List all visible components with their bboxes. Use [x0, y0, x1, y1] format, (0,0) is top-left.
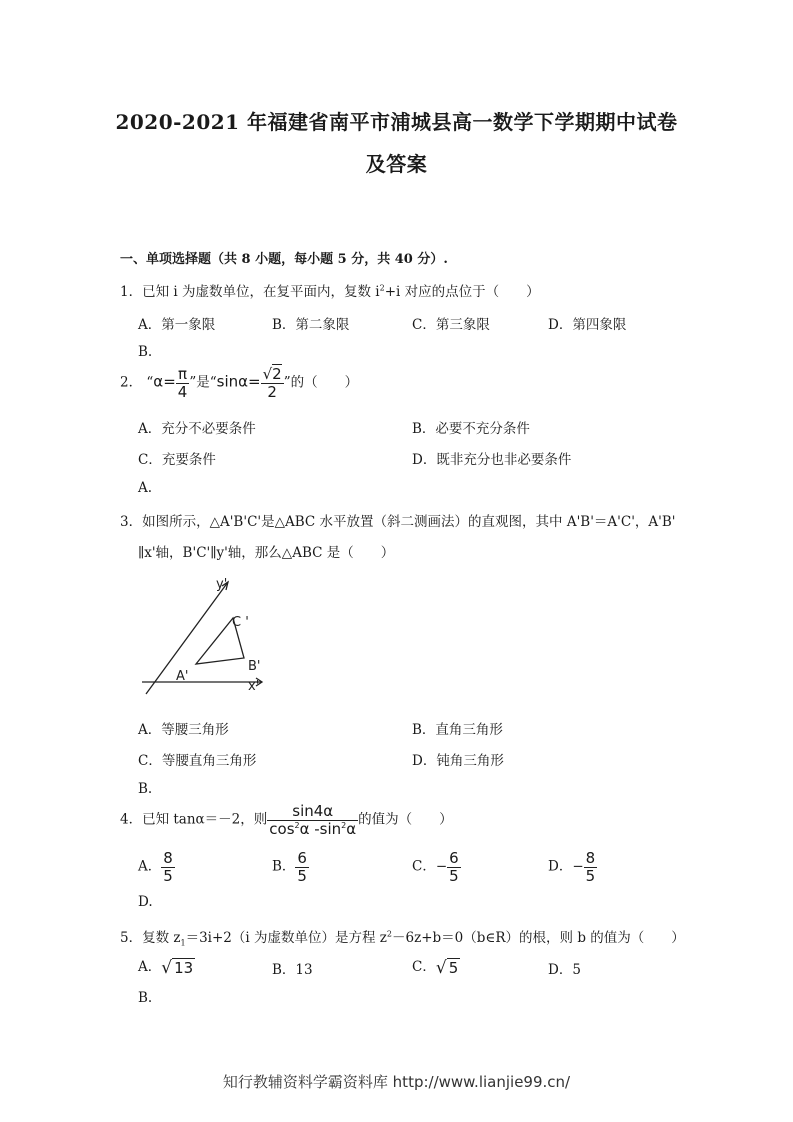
cos-term: cos: [269, 819, 295, 838]
option-label: B．: [272, 858, 296, 875]
fraction-numerator: 6: [297, 849, 307, 867]
vertex-b-label: B': [248, 659, 261, 674]
radicand: 2: [272, 365, 282, 383]
q4-option-b[interactable]: [272, 850, 309, 884]
question-5-text-c: －6z+b＝0（b∈R）的根，则 b 的值为（ ）: [392, 930, 685, 946]
footer-watermark: 知行教辅资料学霸资料库 http://www.lianjie99.cn/: [222, 1073, 571, 1091]
question-1-suffix: +i 对应的点位于（ ）: [384, 284, 540, 300]
sqrt-expression: [161, 958, 195, 978]
q4-option-c[interactable]: [412, 850, 461, 884]
q4-option-d[interactable]: [548, 850, 597, 884]
fraction-denominator: [267, 821, 358, 838]
sin-function: sin: [216, 372, 239, 391]
option-sign: −: [435, 858, 448, 875]
q3-option-c[interactable]: C．等腰直角三角形: [138, 753, 257, 769]
q5-option-a[interactable]: [138, 955, 195, 978]
q1-option-d[interactable]: D．第四象限: [548, 317, 627, 333]
radical-sign: √: [435, 957, 447, 978]
q2-option-d[interactable]: D．既非充分也非必要条件: [412, 452, 572, 468]
question-4-prefix: 4．已知 tanα＝－2，则: [120, 811, 268, 828]
question-2: [120, 366, 358, 400]
fraction-denominator: 4: [177, 382, 188, 401]
equals-sign: =: [163, 372, 176, 391]
fraction-denominator: 5: [163, 866, 173, 885]
q5-option-d[interactable]: D．5: [548, 962, 581, 978]
q3-option-d[interactable]: D．钝角三角形: [412, 753, 504, 769]
vertex-c-label: C ': [232, 615, 249, 630]
q5-answer: B.: [138, 990, 153, 1006]
equals-sign: =: [248, 372, 261, 391]
fraction-denominator: 5: [449, 866, 459, 885]
q4-option-a[interactable]: [138, 850, 175, 884]
option-label: A．: [138, 959, 162, 975]
fraction-denominator: 2: [267, 382, 277, 401]
fraction-denominator: 5: [585, 866, 596, 885]
q3-option-b[interactable]: B．直角三角形: [412, 722, 503, 738]
question-2-open-quote: “: [146, 374, 154, 391]
radicand: 5: [448, 958, 459, 977]
radical-sign: √: [161, 957, 173, 978]
alpha-symbol: α: [153, 372, 164, 391]
option-fraction: [295, 850, 309, 884]
square-exponent: 2: [386, 929, 393, 939]
q1-option-a[interactable]: A．第一象限: [138, 317, 216, 333]
question-4-suffix: 的值为（ ）: [358, 811, 453, 828]
y-axis-label: y': [216, 577, 228, 592]
q1-option-b[interactable]: B．第二象限: [272, 317, 350, 333]
square-exponent: 2: [294, 820, 300, 830]
option-fraction: [161, 850, 175, 884]
page-title-line2: 及答案: [365, 152, 428, 176]
option-sign: −: [572, 858, 584, 875]
question-1-prefix: 1．已知 i 为虚数单位，在复平面内，复数 i: [120, 284, 380, 300]
q3-option-a[interactable]: A．等腰三角形: [138, 722, 229, 738]
q2-answer: A.: [138, 480, 153, 496]
question-2-number: 2．: [120, 374, 143, 391]
question-5: [120, 926, 685, 948]
option-fraction: [447, 850, 461, 884]
option-fraction: [584, 850, 598, 884]
question-2-connector: ”是“: [189, 374, 217, 391]
sqrt-expression: [436, 958, 460, 978]
minus-sin-term: α -sin: [299, 819, 342, 838]
q3-answer: B.: [138, 781, 153, 797]
page-title: 2020-2021 年福建省南平市浦城县高一数学下学期期中试卷: [115, 110, 678, 134]
option-label: C．: [412, 959, 436, 975]
fraction-numerator: 6: [449, 849, 459, 867]
option-label: D．: [548, 858, 573, 875]
fraction-numerator: 8: [163, 849, 173, 867]
option-label: C．: [412, 858, 436, 875]
alpha-symbol: α: [238, 372, 249, 391]
question-1-exponent: 2: [379, 283, 385, 293]
question-2-end: ”的（ ）: [283, 374, 359, 391]
radical-sign: √: [262, 365, 273, 383]
q5-option-b[interactable]: B．13: [272, 962, 313, 978]
question-3-line2: ∥x'轴，B'C'∥y'轴，那么△ABC 是（ ）: [138, 545, 395, 561]
pi-over-4-fraction: [176, 366, 190, 400]
question-3-line1: 3．如图所示，△A'B'C'是△ABC 水平放置（斜二测画法）的直观图，其中 A'B'＝A'C'，A'B': [120, 514, 676, 530]
option-label: A．: [138, 858, 162, 875]
x-axis-label: x': [248, 679, 260, 694]
alpha-symbol: α: [346, 819, 357, 838]
fraction-numerator: π: [176, 366, 190, 384]
fraction-numerator: sin4α: [267, 803, 358, 821]
fraction-numerator: 8: [585, 849, 596, 867]
oblique-triangle-figure: [138, 570, 278, 700]
trig-fraction: [267, 803, 358, 837]
question-5-text-a: 5．复数 z: [120, 930, 181, 946]
q2-option-a[interactable]: A．充分不必要条件: [138, 421, 256, 437]
q1-option-c[interactable]: C．第三象限: [412, 317, 490, 333]
square-exponent: 2: [341, 820, 347, 830]
root2-over-2-fraction: [261, 366, 284, 400]
section-heading: 一、单项选择题（共 8 小题，每小题 5 分，共 40 分）.: [120, 252, 448, 267]
question-5-text-b: ＝3i+2（i 为虚数单位）是方程 z: [185, 930, 387, 946]
q2-option-c[interactable]: C．充要条件: [138, 452, 216, 468]
q4-answer: D.: [138, 894, 153, 910]
q2-option-b[interactable]: B．必要不充分条件: [412, 421, 530, 437]
fraction-denominator: 5: [297, 866, 307, 885]
radicand: 13: [174, 958, 194, 977]
question-1: [120, 280, 540, 300]
q5-option-c[interactable]: [412, 955, 460, 978]
question-4: [120, 803, 453, 837]
vertex-a-label: A': [176, 669, 189, 684]
q1-answer: B.: [138, 344, 153, 360]
fraction-numerator: [261, 366, 284, 384]
subscript-index: 1: [180, 938, 186, 948]
